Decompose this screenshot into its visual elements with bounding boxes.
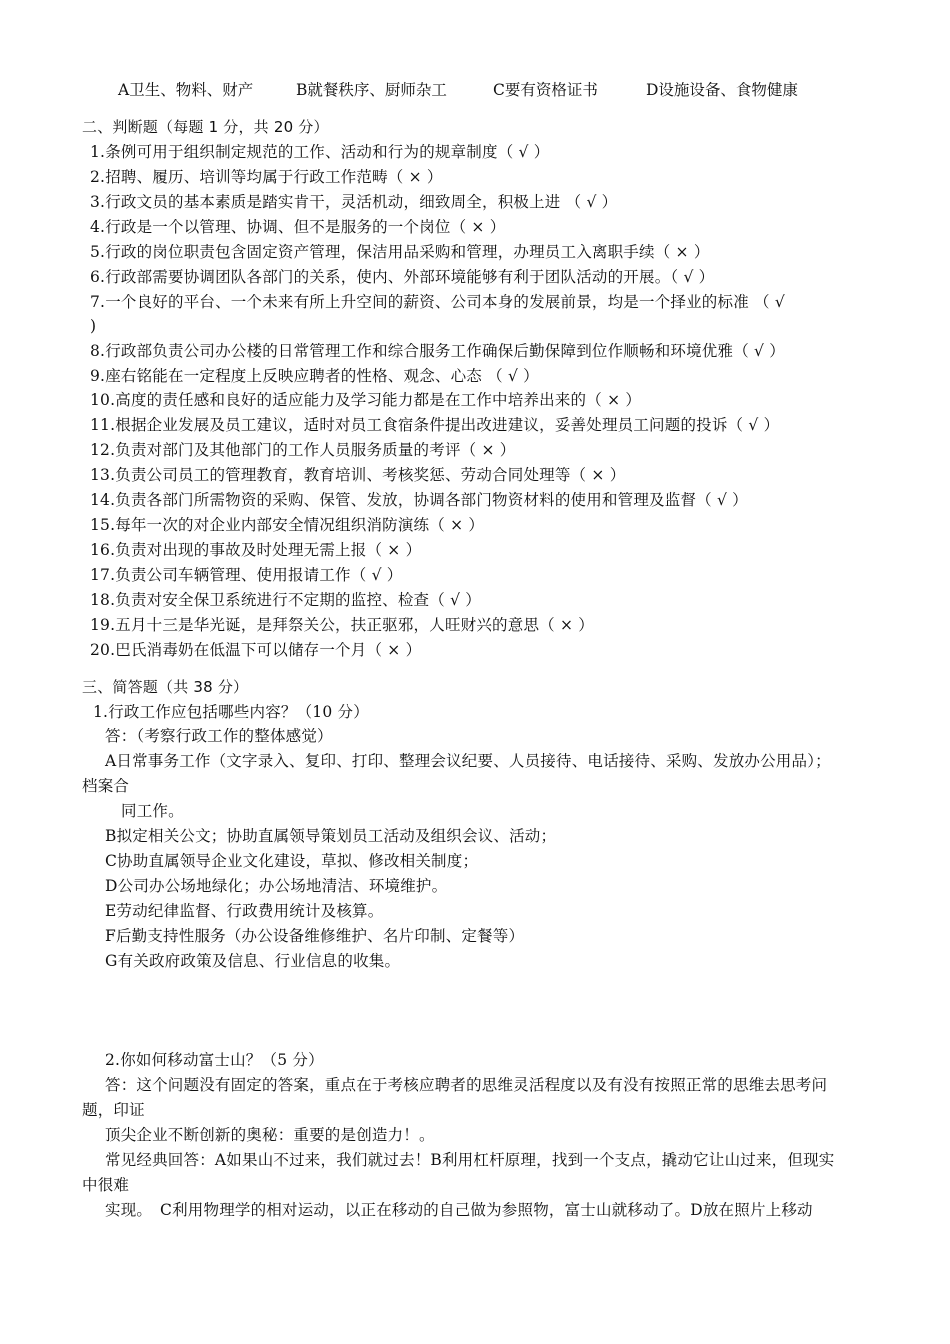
q1-item-e: E劳动纪律监督、行政费用统计及核算。: [105, 902, 384, 920]
judgment-item: 14.负责各部门所需物资的采购、保管、发放，协调各部门物资材料的使用和管理及监督（ √ ）: [90, 491, 748, 509]
option-b: B就餐秩序、厨师杂工: [296, 81, 447, 99]
q1-item-g: G有关政府政策及信息、行业信息的收集。: [105, 952, 401, 970]
q1-question: 1.行政工作应包括哪些内容？（10 分）: [93, 703, 369, 721]
q1-item-d: D公司办公场地绿化；办公场地清洁、环境维护。: [105, 877, 448, 895]
section3-heading: 三、简答题（共 38 分）: [82, 678, 249, 696]
judgment-item: 3.行政文员的基本素质是踏实肯干，灵活机动，细致周全，积极上进 （ √ ）: [90, 193, 618, 211]
judgment-item: 6.行政部需要协调团队各部门的关系，使内、外部环境能够有利于团队活动的开展。（ √ ）: [90, 268, 715, 286]
q1-item-a-wrap: 同工作。: [121, 802, 184, 820]
judgment-item: 13.负责公司员工的管理教育，教育培训、考核奖惩、劳动合同处理等（ × ）: [90, 466, 626, 484]
q1-item-f: F后勤支持性服务（办公设备维修维护、名片印制、定餐等）: [105, 927, 525, 945]
q1-item-a-wrap: 档案合: [82, 777, 130, 795]
judgment-item: 16.负责对出现的事故及时处理无需上报（ × ）: [90, 541, 422, 559]
q2-classic-answer: 常见经典回答：A如果山不过来，我们就过去！B利用杠杆原理，找到一个支点，撬动它让山过来，但现实: [105, 1151, 835, 1169]
judgment-item: 5.行政的岗位职责包含固定资产管理，保洁用品采购和管理，办理员工入离职手续（ × ）: [90, 243, 710, 261]
judgment-item: 1.条例可用于组织制定规范的工作、活动和行为的规章制度（ √ ）: [90, 143, 550, 161]
q2-answer-wrap: 题，印证: [82, 1101, 145, 1119]
judgment-item: 4.行政是一个以管理、协调、但不是服务的一个岗位（ × ）: [90, 218, 506, 236]
q1-item-a: A日常事务工作（文字录入、复印、打印、整理会议纪要、人员接待、电话接待、采购、发放办公用品）；: [105, 752, 831, 770]
judgment-item: 11.根据企业发展及员工建议，适时对员工食宿条件提出改进建议，妥善处理员工问题的投诉（ √ ）: [90, 416, 780, 434]
q2-answer-wrap: 顶尖企业不断创新的奥秘：重要的是创造力！。: [105, 1126, 435, 1144]
judgment-item: 8.行政部负责公司办公楼的日常管理工作和综合服务工作确保后勤保障到位作顺畅和环境优雅（ √ ）: [90, 342, 785, 360]
q2-question: 2.你如何移动富士山？（5 分）: [105, 1051, 324, 1069]
judgment-item: 18.负责对安全保卫系统进行不定期的监控、检查（ √ ）: [90, 591, 481, 609]
judgment-item: 2.招聘、履历、培训等均属于行政工作范畴（ × ）: [90, 168, 443, 186]
judgment-item: 12.负责对部门及其他部门的工作人员服务质量的考评（ × ）: [90, 441, 516, 459]
q2-classic-answer-wrap: 中很难: [82, 1176, 130, 1194]
q2-classic-answer-wrap: 实现。 C利用物理学的相对运动，以正在移动的自己做为参照物，富士山就移动了。D放在照片上移动: [105, 1201, 813, 1219]
q1-item-b: B拟定相关公文；协助直属领导策划员工活动及组织会议、活动；: [105, 827, 557, 845]
judgment-item-continuation: ): [90, 317, 97, 335]
q1-item-c: C协助直属领导企业文化建设，草拟、修改相关制度；: [105, 852, 479, 870]
q1-answer-intro: 答：（考察行政工作的整体感觉）: [105, 727, 333, 745]
judgment-item: 19.五月十三是华光诞，是拜祭关公，扶正驱邪，人旺财兴的意思（ × ）: [90, 616, 594, 634]
option-d: D设施设备、食物健康: [646, 81, 798, 99]
option-a: A卫生、物料、财产: [118, 81, 254, 99]
judgment-item: 7.一个良好的平台、一个未来有所上升空间的薪资、公司本身的发展前景，均是一个择业的标准 （ √: [90, 293, 785, 311]
option-c: C要有资格证书: [493, 81, 598, 99]
judgment-item: 20.巴氏消毒奶在低温下可以储存一个月（ × ）: [90, 641, 422, 659]
judgment-item: 9.座右铭能在一定程度上反映应聘者的性格、观念、心态 （ √ ）: [90, 367, 539, 385]
judgment-item: 10.高度的责任感和良好的适应能力及学习能力都是在工作中培养出来的（ × ）: [90, 391, 642, 409]
judgment-item: 17.负责公司车辆管理、使用报请工作（ √ ）: [90, 566, 403, 584]
judgment-item: 15.每年一次的对企业内部安全情况组织消防演练（ × ）: [90, 516, 485, 534]
section2-heading: 二、判断题（每题 1 分，共 20 分）: [82, 118, 329, 136]
q2-answer: 答：这个问题没有固定的答案，重点在于考核应聘者的思维灵活程度以及有没有按照正常的思维去思考问: [105, 1076, 828, 1094]
